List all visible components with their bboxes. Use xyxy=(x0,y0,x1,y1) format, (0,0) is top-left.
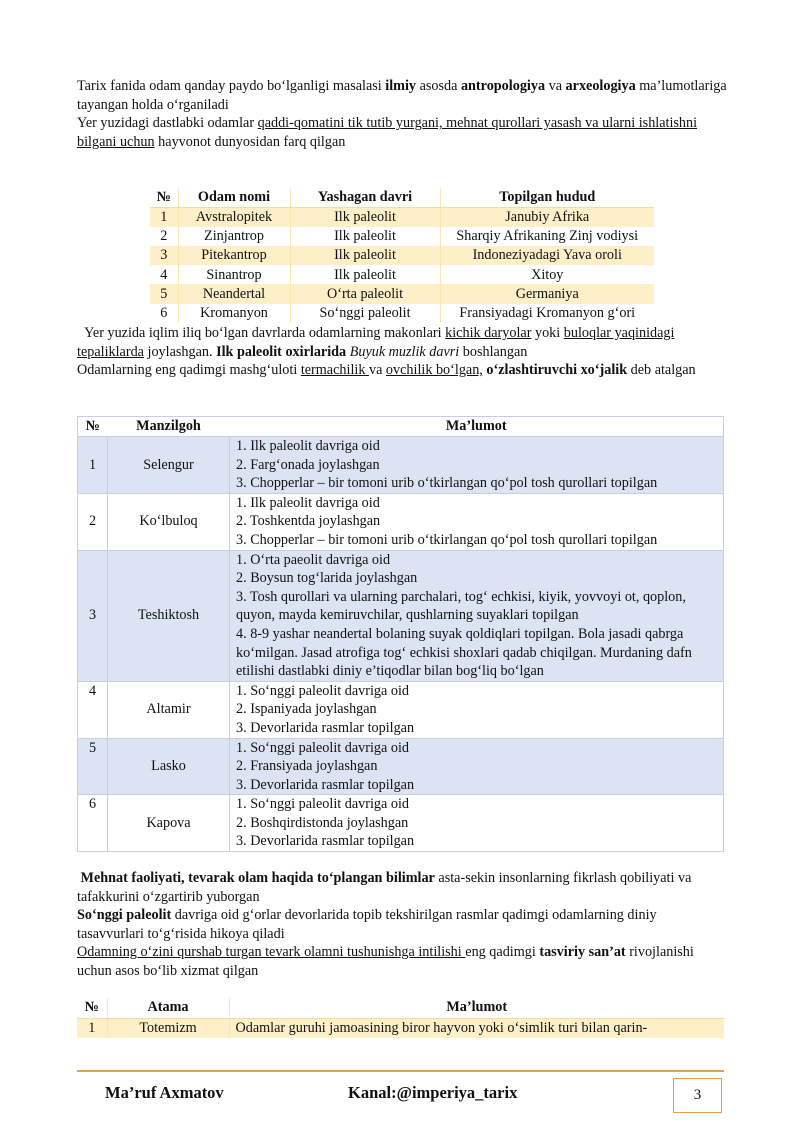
cell-site: Kapova xyxy=(108,795,230,852)
footer-author: Ma’ruf Axmatov xyxy=(105,1083,224,1102)
cell-num: 2 xyxy=(78,493,108,550)
labor-paragraph xyxy=(77,869,727,981)
climate-text: Odamlarning eng qadimgi mashg‘uloti xyxy=(77,362,301,379)
table-header-row xyxy=(150,188,654,207)
labor-underlined: Odamning o‘zini qurshab turgan tevark olamni tushunishga intilishi xyxy=(77,944,466,961)
cell-period: Ilk paleolit xyxy=(290,246,440,265)
cell-name: Pitekantrop xyxy=(178,246,290,265)
sites-table xyxy=(77,416,724,852)
table-row xyxy=(78,493,724,550)
cell-region: Sharqiy Afrikaning Zinj vodiysi xyxy=(456,227,639,244)
terms-table xyxy=(77,998,724,1038)
cell-num: 5 xyxy=(78,738,108,795)
cell-site: Teshiktosh xyxy=(108,550,230,681)
labor-text: eng qadimgi xyxy=(465,944,540,961)
col-header-name: Odam nomi xyxy=(178,188,290,207)
table-row xyxy=(150,284,654,303)
intro-text: Tarix fanida odam qanday paydo bo‘lganligi masalasi xyxy=(77,78,386,94)
info-line: 2. Toshkentda joylashgan xyxy=(236,513,381,530)
climate-text: Yer yuzida iqlim iliq bo‘lgan davrlarda odamlarning makonlari xyxy=(84,325,446,341)
cell-info xyxy=(230,795,724,852)
climate-bold: o‘zlashtiruvchi xo‘jalik xyxy=(486,362,628,379)
info-line: 1. So‘nggi paleolit davriga oid xyxy=(236,682,409,699)
info-line: 1. So‘nggi paleolit davriga oid xyxy=(236,796,409,813)
table-row xyxy=(78,795,724,852)
info-line: 3. Tosh qurollari va ularning parchalari, tog‘ echkisi, kiyik, yovvoyi ot, qoplon, quyon, mayda kemiruvchilar, qushlarning suyaklari topilgan xyxy=(236,588,686,624)
table-row xyxy=(78,738,724,795)
cell-name: Avstralopitek xyxy=(178,207,290,226)
col-header-num: № xyxy=(78,417,108,437)
cell-num: 2 xyxy=(150,227,178,246)
cell-num: 5 xyxy=(150,284,178,303)
climate-paragraph xyxy=(77,324,727,380)
cell-info xyxy=(230,738,724,795)
cell-site: Ko‘lbuloq xyxy=(108,493,230,550)
intro-text: Yer yuzidagi dastlabki odamlar xyxy=(77,115,258,132)
col-header-num: № xyxy=(77,998,107,1018)
cell-num: 3 xyxy=(150,246,178,265)
info-line: 2. Farg‘onada joylashgan xyxy=(236,456,380,473)
labor-text: asta-sekin insonlarning fikrlash qobiliyati va tafakkurini o‘zgartirib yuborgan xyxy=(77,870,692,905)
intro-bold-antropologiya: antropologiya xyxy=(460,78,546,94)
info-line: 1. Ilk paleolit davriga oid xyxy=(236,438,380,454)
col-header-site: Manzilgoh xyxy=(108,417,230,437)
info-line: 2. Boysun tog‘larida joylashgan xyxy=(236,570,418,587)
table-row xyxy=(150,227,654,246)
climate-underlined: termachilik xyxy=(300,362,369,379)
cell-period: Ilk paleolit xyxy=(290,207,440,226)
intro-bold-arxeologiya: arxeologiya xyxy=(565,78,636,94)
intro-underlined: qaddi-qomatini tik tutib yurgani, mehnat qurollari yasash va ularni ishlatishni bilgani uchun xyxy=(77,115,698,150)
cell-info xyxy=(230,681,724,738)
climate-underlined: ovchilik bo‘lgan, xyxy=(385,362,483,379)
climate-text: boshlangan xyxy=(459,343,528,360)
col-header-term: Atama xyxy=(107,998,229,1018)
climate-underlined: buloqlar yaqinidagi tepaliklarda xyxy=(77,325,675,360)
climate-bold: Ilk paleolit oxirlarida xyxy=(216,343,347,360)
cell-info xyxy=(230,493,724,550)
climate-text: deb atalgan xyxy=(627,362,696,379)
cell-region: Xitoy xyxy=(531,266,564,283)
footer-channel: Kanal:@imperiya_tarix xyxy=(348,1083,518,1102)
cell-name: Kromanyon xyxy=(178,304,290,323)
climate-text: va xyxy=(368,362,386,379)
table-row xyxy=(77,1018,724,1038)
labor-bold: Mehnat faoliyati, tevarak olam haqida to‘plangan bilimlar xyxy=(80,870,435,886)
table-row xyxy=(78,681,724,738)
info-line: 3. Devorlarida rasmlar topilgan xyxy=(236,719,415,736)
info-line: 2. Boshqirdistonda joylashgan xyxy=(236,814,409,831)
table-row xyxy=(150,207,654,226)
cell-period: Ilk paleolit xyxy=(290,265,440,284)
intro-text: hayvonot dunyosidan farq qilgan xyxy=(154,133,346,150)
info-line: 3. Chopperlar – bir tomoni urib o‘tkirlangan qo‘pol tosh qurollari topilgan xyxy=(236,531,658,548)
info-line: 2. Ispaniyada joylashgan xyxy=(236,701,377,718)
cell-term: Totemizm xyxy=(107,1018,229,1038)
cell-num: 4 xyxy=(78,681,108,738)
cell-info: Odamlar guruhi jamoasining biror hayvon yoki o‘simlik turi bilan qarin- xyxy=(229,1018,724,1038)
intro-text: ma’lumotlariga tayangan holda o‘rganiladi xyxy=(77,78,727,113)
cell-period: O‘rta paleolit xyxy=(290,284,440,303)
labor-bold: So‘nggi paleolit xyxy=(77,907,172,924)
col-header-period: Yashagan davri xyxy=(290,188,440,207)
cell-region: Indoneziyadagi Yava oroli xyxy=(440,246,654,265)
table-row xyxy=(150,265,654,284)
intro-paragraph xyxy=(77,77,727,151)
info-line: 4. 8-9 yashar neandertal bolaning suyak qoldiqlari topilgan. Bola jasadi qabrga ko‘milgan. Jasad atrofiga tog‘ echkisi shoxlari qadab chiqilgan. Murdaning dafn etilishi dastlabki diniy e’tiqodlar bilan bog‘liq bo‘lgan xyxy=(236,625,692,680)
cell-region: Germaniya xyxy=(440,284,654,303)
cell-num: 6 xyxy=(150,304,178,323)
col-header-info: Ma’lumot xyxy=(230,417,724,437)
cell-num: 1 xyxy=(78,437,108,494)
table-row xyxy=(78,550,724,681)
cell-site: Altamir xyxy=(108,681,230,738)
table-header-row xyxy=(77,998,724,1018)
ancient-humans-table xyxy=(150,188,654,323)
table-row xyxy=(150,246,654,265)
page-number: 3 xyxy=(673,1078,722,1113)
col-header-region: Topilgan hudud xyxy=(440,188,654,207)
cell-num: 4 xyxy=(150,265,178,284)
info-line: 1. So‘nggi paleolit davriga oid xyxy=(236,739,409,756)
climate-underlined: kichik daryolar xyxy=(445,325,532,341)
cell-num: 6 xyxy=(78,795,108,852)
cell-num: 1 xyxy=(150,207,178,226)
info-line: 1. Ilk paleolit davriga oid xyxy=(236,494,380,511)
info-line: 3. Devorlarida rasmlar topilgan xyxy=(236,833,415,850)
footer-divider xyxy=(77,1070,724,1072)
cell-num: 3 xyxy=(78,550,108,681)
table-row xyxy=(150,304,654,323)
intro-text: asosda xyxy=(416,78,461,94)
cell-num: 1 xyxy=(77,1018,107,1038)
cell-period: Ilk paleolit xyxy=(290,227,440,246)
info-line: 3. Devorlarida rasmlar topilgan xyxy=(236,776,415,793)
table-row xyxy=(78,437,724,494)
intro-text: va xyxy=(545,78,566,94)
labor-text: davriga oid g‘orlar devorlarida topib tekshirilgan rasmlar qadimgi odamlarning diniy tasavvurlari to‘g‘risida hikoya qiladi xyxy=(77,907,657,942)
info-line: 1. O‘rta paeolit davriga oid xyxy=(236,551,391,568)
cell-info xyxy=(230,437,724,494)
table-header-row xyxy=(78,417,724,437)
cell-name: Zinjantrop xyxy=(178,227,290,246)
cell-site: Selengur xyxy=(108,437,230,494)
climate-text: yoki xyxy=(531,325,564,341)
intro-bold-ilmiy: ilmiy xyxy=(385,78,417,94)
cell-name: Neandertal xyxy=(178,284,290,303)
climate-text: joylashgan. xyxy=(143,343,217,360)
info-line: 3. Chopperlar – bir tomoni urib o‘tkirlangan qo‘pol tosh qurollari topilgan xyxy=(236,475,658,492)
labor-text: rivojlanishi uchun asos bo‘lib xizmat qilgan xyxy=(77,944,694,979)
col-header-num: № xyxy=(150,188,178,207)
cell-period: So‘nggi paleolit xyxy=(290,304,440,323)
cell-name: Sinantrop xyxy=(178,265,290,284)
cell-region: Fransiyadagi Kromanyon g‘ori xyxy=(459,305,636,322)
labor-bold: tasviriy san’at xyxy=(539,944,626,961)
cell-region: Janubiy Afrika xyxy=(440,207,654,226)
cell-site: Lasko xyxy=(108,738,230,795)
info-line: 2. Fransiyada joylashgan xyxy=(236,758,378,775)
cell-info xyxy=(230,550,724,681)
col-header-info: Ma’lumot xyxy=(229,998,724,1018)
climate-italic: Buyuk muzlik davri xyxy=(349,343,460,360)
